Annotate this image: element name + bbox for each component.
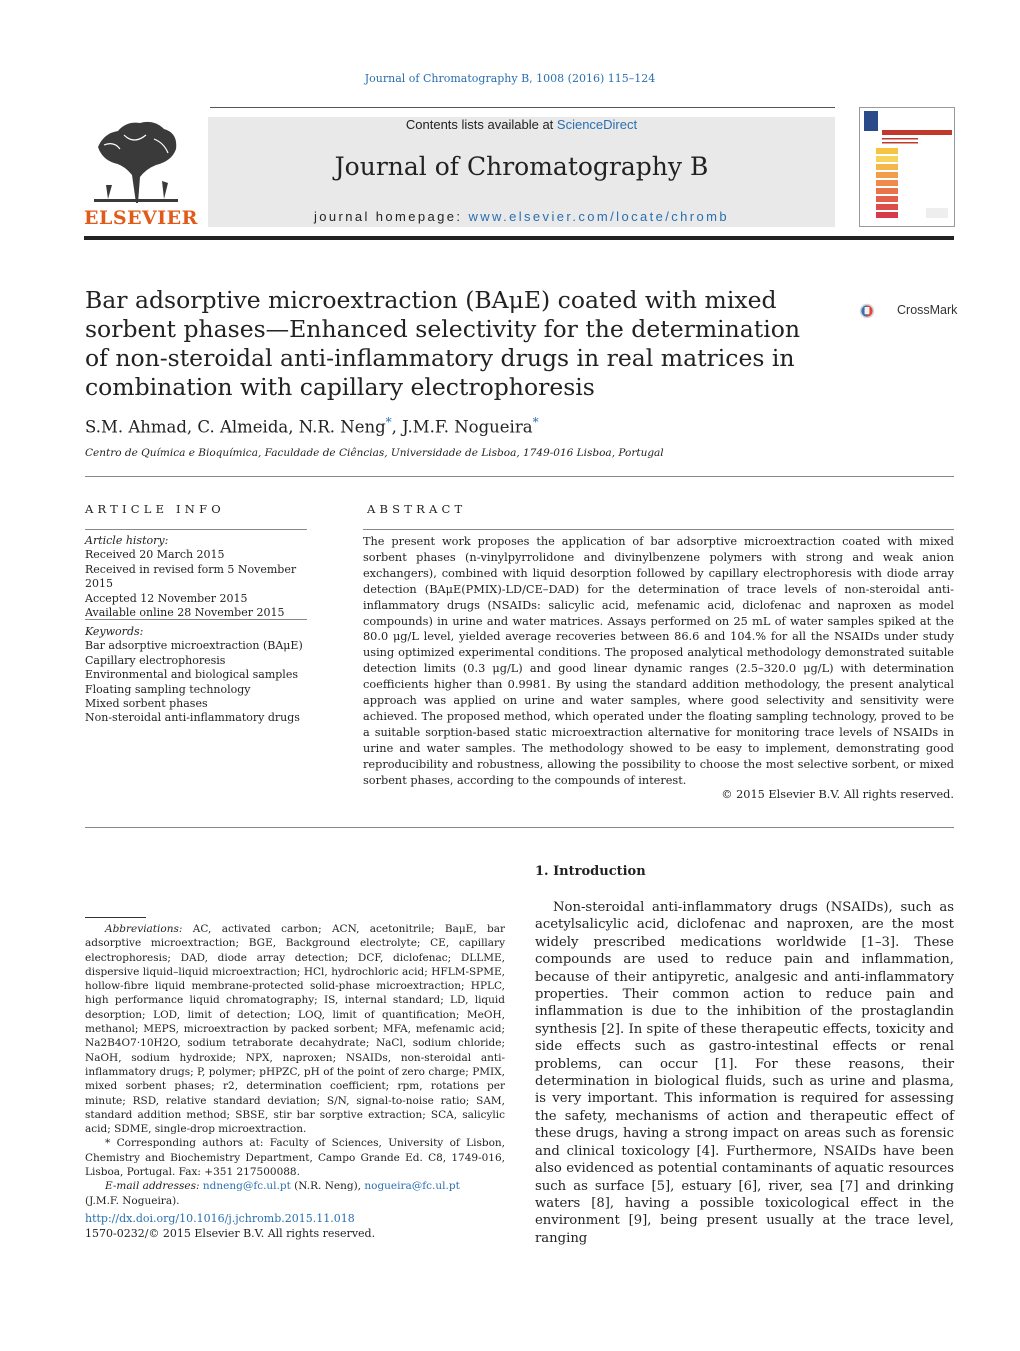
keyword-item: Non-steroidal anti-inflammatory drugs	[85, 711, 300, 725]
history-item: Received in revised form 5 November 2015	[85, 562, 297, 591]
introduction-paragraph: Non-steroidal anti-inflammatory drugs (NSAIDs), such as acetylsalicylic acid, diclofenac and naproxen, are the most widely prescribed medications worldwide [1–3]. These compounds are used to reduce pain and inflammation, because of their antipyretic, analgesic and anti-inflammatory properties. Their common action to reduce pain and inflammation is due to the inhibition of the prostaglandin synthesis [2]. In spite of these therapeutic effects, toxicity and side effects such as gastro-intestinal effects or renal problems, can occur [1]. For these reasons, their determination in biological fluids, such as urine and plasma, is very important. This information is required for assessing the safety, mechanisms of action and therapeutic effect of these drugs, having a strong impact on areas such as forensic and clinical toxicology [4]. Furthermore, NSAIDs have been also evidenced as potential contaminants of aquatic resources such as surface [5], estuary [6], river, sea [7] and drinking waters [8], having a possible toxicological effect in the environment [9], being present usually at the trace level, ranging	[535, 900, 954, 1246]
corresponding-mark-1[interactable]: *	[385, 415, 392, 429]
title-separator	[85, 476, 954, 477]
keyword-item: Bar adsorptive microextraction (BAμE)	[85, 639, 303, 653]
masthead-thick-rule	[84, 236, 954, 240]
authors-part-1: S.M. Ahmad, C. Almeida, N.R. Neng	[85, 417, 386, 437]
footnotes	[85, 922, 505, 1208]
keyword-item: Floating sampling technology	[85, 682, 251, 696]
footnote-rule	[85, 917, 146, 918]
doi-link[interactable]: http://dx.doi.org/10.1016/j.jchromb.2015.11.018	[85, 1212, 355, 1225]
author-list	[85, 415, 539, 437]
contents-line	[208, 117, 835, 132]
abstract-copyright: © 2015 Elsevier B.V. All rights reserved.	[721, 788, 954, 801]
contents-prefix: Contents lists available at	[405, 117, 557, 132]
abbreviations-text: AC, activated carbon; ACN, acetonitrile; BaμE, bar adsorptive microextraction; BGE, Background electrolyte; CE, capillary electrophoresis; DAD, diode array detection; DCF, diclofenac; DLLME, dispersive liquid–liquid microextraction; HCl, hydrochloric acid; HFLM-SPME, hollow-fibre liquid membrane-protected solid-phase microextraction; HPLC, high performance liquid chromatography; IS, internal standard; LD, liquid desorption; LOD, limit of detection; LOQ, limit of quantification; MeOH, methanol; MEPS, microextraction by packed sorbent; MFA, mefenamic acid; Na2B4O7·10H2O, sodium tetraborate decahydrate; NaCl, sodium chloride; NaOH, sodium hydroxide; NPX, naproxen; NSAIDs, non-steroidal anti-inflammatory drugs; P, polymer; pHPZC, pH of the point of zero charge; PMIX, mixed sorbent phases; r2, determination coefficient; rpm, rotations per minute; RSD, relative standard deviation; S/N, signal-to-noise ratio; SAM, standard addition method; SBSE, stir bar sorptive extraction; SCA, salicylic acid; SDME, single-drop microextraction.	[85, 923, 506, 1136]
header-rule	[210, 107, 835, 108]
issn-line: 1570-0232/© 2015 Elsevier B.V. All rights reserved.	[85, 1227, 376, 1240]
crossmark-label[interactable]: CrossMark	[897, 303, 958, 317]
keyword-item: Environmental and biological samples	[85, 668, 298, 682]
keywords-rule	[85, 619, 307, 620]
journal-citation[interactable]: Journal of Chromatography B, 1008 (2016) 115–124	[364, 72, 656, 85]
introduction-heading: 1. Introduction	[535, 864, 646, 879]
keyword-item: Capillary electrophoresis	[85, 653, 226, 667]
keywords-block	[85, 625, 307, 726]
history-label: Article history:	[85, 534, 169, 547]
email-link-nogueira[interactable]: nogueira@fc.ul.pt	[364, 1180, 460, 1193]
article-title: Bar adsorptive microextraction (BAμE) coated with mixed sorbent phases—Enhanced selectivity for the determination of non-steroidal anti-inflammatory drugs in real matrices in combination with capillary electrophoresis	[85, 286, 801, 401]
homepage-link[interactable]: www.elsevier.com/locate/chromb	[468, 209, 730, 224]
journal-title: Journal of Chromatography B	[334, 152, 709, 181]
journal-homepage	[208, 209, 835, 224]
abstract-bottom-rule	[85, 827, 954, 828]
history-item: Received 20 March 2015	[85, 548, 225, 562]
article-history	[85, 534, 307, 620]
history-item: Accepted 12 November 2015	[85, 591, 248, 605]
article-info-heading: ARTICLE INFO	[85, 502, 225, 516]
abstract-heading: ABSTRACT	[367, 502, 467, 516]
corresponding-footnote: * Corresponding authors at: Faculty of Sciences, University of Lisbon, Chemistry and Biochemistry Department, Campo Grande Ed. C8, 1749-016, Lisboa, Portugal. Fax: +351 217500088.	[85, 1137, 505, 1179]
email-link-neng[interactable]: ndneng@fc.ul.pt	[202, 1180, 291, 1193]
affiliation: Centro de Química e Bioquímica, Faculdade de Ciências, Universidade de Lisboa, 1749-016 Lisboa, Portugal	[85, 447, 664, 459]
email-footnote	[85, 1179, 505, 1208]
history-item: Available online 28 November 2015	[85, 606, 285, 620]
abbreviations-footnote	[85, 922, 505, 1136]
keyword-item: Mixed sorbent phases	[85, 697, 208, 711]
email-owner-neng: (N.R. Neng),	[290, 1180, 365, 1193]
authors-part-2: , J.M.F. Nogueira	[391, 417, 533, 437]
homepage-prefix: journal homepage:	[313, 209, 469, 224]
email-label: E-mail addresses:	[105, 1180, 200, 1193]
abstract-text: The present work proposes the application of bar adsorptive microextraction coated with mixed sorbent phases (n-vinylpyrrolidone and divinylbenzene polymers with strong and weak anion exchangers), combined with liquid desorption followed by capillary electrophoresis with diode array detection (BAμE(PMIX)-LD/CE–DAD) for the determination of trace levels of non-steroidal anti-inflammatory drugs (NSAIDs: salicylic acid, mefenamic acid, diclofenac and naproxen as model compounds) in urine and water matrices. Assays performed on 25 mL of water samples spiked at the 80.0 μg/L level, yielded average recoveries between 86.6 and 104.% for all the NSAIDs under study using optimized experimental conditions. The proposed analytical methodology demonstrated suitable detection limits (0.3 μg/L) and good linear dynamic ranges (2.5–320.0 μg/L) with determination coefficients higher than 0.9981. By using the standard addition methodology, the present analytical approach was applied on urine and water samples, where good selectivity and sensitivity were achieved. The proposed method, which operated under the floating sampling technology, proved to be a suitable sorption-based static microextraction alternative for monitoring trace levels of NSAIDs in urine and water samples. The methodology showed to be easy to implement, demonstrating good reproducibility and robustness, allowing the possibility to choose the most selective sorbent, or mixed sorbent phases, according to the compounds of interest.	[363, 535, 954, 787]
keywords-label: Keywords:	[85, 625, 144, 638]
abbreviations-label: Abbreviations:	[105, 923, 183, 935]
email-owner-nogueira: (J.M.F. Nogueira).	[85, 1194, 180, 1207]
journal-cover-thumbnail[interactable]	[859, 107, 955, 227]
corresponding-mark-2[interactable]: *	[532, 415, 539, 429]
article-info-rule	[85, 529, 307, 530]
abstract-rule	[363, 529, 954, 530]
sciencedirect-link[interactable]: ScienceDirect	[556, 117, 638, 132]
elsevier-wordmark: ELSEVIER	[84, 207, 198, 229]
introduction-body	[535, 899, 954, 1247]
crossmark-icon[interactable]	[859, 291, 899, 331]
